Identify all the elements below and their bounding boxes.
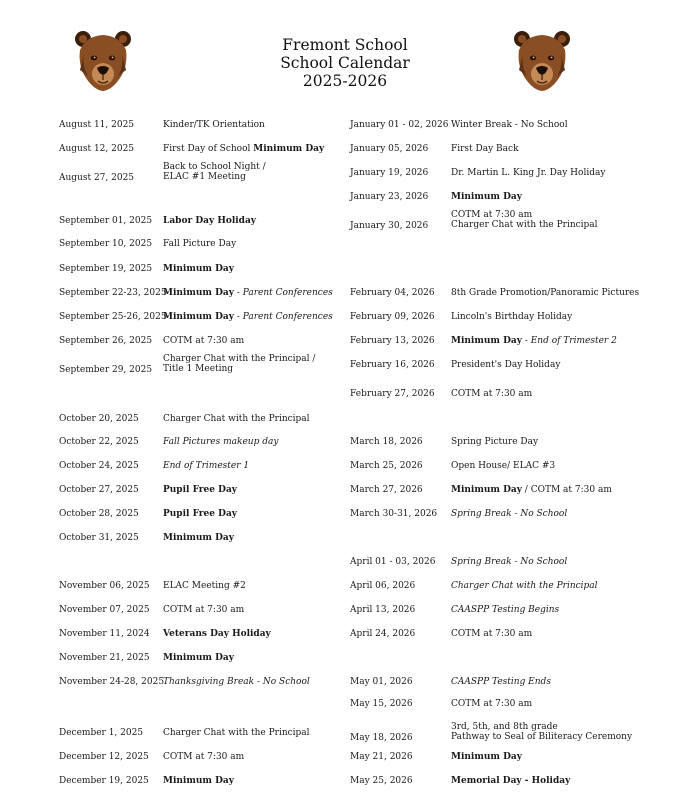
event-text: Labor Day Holiday <box>163 216 257 226</box>
event-text: Minimum Day <box>163 312 234 322</box>
event-date: February 09, 2026 <box>350 312 435 322</box>
event-line: ELAC #1 Meeting <box>163 172 246 182</box>
event-description <box>451 192 522 202</box>
event-date: April 01 - 03, 2026 <box>350 557 436 567</box>
event-line: Title 1 Meeting <box>163 364 234 374</box>
event-date: September 25-26, 2025 <box>59 312 167 322</box>
event-description <box>451 461 555 471</box>
event-text: Charger Chat with the Principal <box>163 414 310 424</box>
event-description <box>451 288 639 298</box>
event-date: May 01, 2026 <box>350 677 413 687</box>
event-text: Spring Picture Day <box>451 437 539 447</box>
event-description <box>451 168 605 178</box>
event-date: January 30, 2026 <box>350 221 429 231</box>
event-text: COTM at 7:30 am <box>451 629 533 639</box>
event-text: - Parent Conferences <box>233 312 333 322</box>
event-date: September 19, 2025 <box>59 264 153 274</box>
event-date: August 27, 2025 <box>59 173 135 183</box>
event-date: April 13, 2026 <box>350 605 416 615</box>
event-text: Pupil Free Day <box>163 509 237 519</box>
event-date: December 1, 2025 <box>59 728 144 738</box>
event-text: Kinder/TK Orientation <box>163 120 265 130</box>
event-description <box>451 629 532 639</box>
event-date: December 12, 2025 <box>59 752 149 762</box>
event-date: May 18, 2026 <box>350 733 413 743</box>
event-text: Spring Break - No School <box>451 557 568 567</box>
event-text: First Day of School <box>163 144 254 154</box>
calendar-title: School Calendar <box>280 54 410 72</box>
event-text: Minimum Day <box>451 485 522 495</box>
event-text: President's Day Holiday <box>451 360 561 370</box>
event-date: September 22-23, 2025 <box>59 288 167 298</box>
event-text: Dr. Martin L. King Jr. Day Holiday <box>451 168 606 178</box>
event-date: September 10, 2025 <box>59 239 153 249</box>
event-description <box>451 336 617 346</box>
event-text: First Day Back <box>451 144 519 154</box>
event-date: March 27, 2026 <box>350 485 423 495</box>
event-description <box>451 557 567 567</box>
event-text: Charger Chat with the Principal <box>163 728 310 738</box>
event-date: September 01, 2025 <box>59 216 153 226</box>
event-date: November 11, 2024 <box>59 629 150 639</box>
event-line: Pathway to Seal of Biliteracy Ceremony <box>451 732 633 742</box>
event-date: May 21, 2026 <box>350 752 413 762</box>
event-date: February 27, 2026 <box>350 389 435 399</box>
event-text: 8th Grade Promotion/Panoramic Pictures <box>451 288 640 298</box>
event-date: April 06, 2026 <box>350 581 416 591</box>
event-description <box>451 210 598 230</box>
event-date: November 24-28, 2025 <box>59 677 165 687</box>
event-description <box>451 312 572 322</box>
event-text: Minimum Day <box>451 336 522 346</box>
event-line: 3rd, 5th, and 8th grade <box>451 722 558 732</box>
event-date: November 21, 2025 <box>59 653 150 663</box>
event-text: Minimum Day <box>163 653 234 663</box>
event-description <box>451 360 560 370</box>
event-text: COTM at 7:30 am <box>451 699 533 709</box>
event-text: Pupil Free Day <box>163 485 237 495</box>
event-description <box>451 509 567 519</box>
event-description <box>451 722 632 742</box>
event-text: End of Trimester 1 <box>163 461 250 471</box>
event-text: - End of Trimester 2 <box>521 336 617 346</box>
event-line: Back to School Night / <box>163 162 266 172</box>
event-text: Lincoln's Birthday Holiday <box>451 312 573 322</box>
event-text: Veterans Day Holiday <box>163 629 271 639</box>
event-text: COTM at 7:30 am <box>163 752 245 762</box>
event-date: October 31, 2025 <box>59 533 139 543</box>
event-date: September 26, 2025 <box>59 336 153 346</box>
event-text: Minimum Day <box>163 776 234 786</box>
event-date: October 22, 2025 <box>59 437 139 447</box>
event-description <box>451 485 612 495</box>
event-date: January 01 - 02, 2026 <box>350 120 449 130</box>
event-text: Minimum Day <box>163 533 234 543</box>
event-date: February 04, 2026 <box>350 288 435 298</box>
event-date: December 19, 2025 <box>59 776 149 786</box>
event-date: April 24, 2026 <box>350 629 416 639</box>
event-date: January 23, 2026 <box>350 192 429 202</box>
event-text: Memorial Day - Holiday <box>451 776 571 786</box>
event-date: October 28, 2025 <box>59 509 139 519</box>
event-text: COTM at 7:30 am <box>163 605 245 615</box>
event-text: Minimum Day <box>163 264 234 274</box>
event-text: Charger Chat with the Principal <box>451 581 598 591</box>
event-date: August 12, 2025 <box>59 144 135 154</box>
event-description <box>451 752 522 762</box>
event-date: May 15, 2026 <box>350 699 413 709</box>
event-date: March 25, 2026 <box>350 461 423 471</box>
event-date: February 13, 2026 <box>350 336 435 346</box>
event-date: November 07, 2025 <box>59 605 150 615</box>
event-date: October 24, 2025 <box>59 461 139 471</box>
event-date: August 11, 2025 <box>59 120 135 130</box>
event-text: CAASPP Testing Begins <box>451 605 560 615</box>
event-date: January 19, 2026 <box>350 168 429 178</box>
event-date: March 30-31, 2026 <box>350 509 438 519</box>
event-text: Minimum Day <box>163 288 234 298</box>
event-text: - Parent Conferences <box>233 288 333 298</box>
event-text: Thanksgiving Break - No School <box>163 677 310 687</box>
event-description <box>451 776 570 786</box>
event-text: ELAC Meeting #2 <box>163 581 246 591</box>
event-date: May 25, 2026 <box>350 776 413 786</box>
event-date: November 06, 2025 <box>59 581 150 591</box>
event-line: Charger Chat with the Principal <box>451 220 598 230</box>
event-text: Minimum Day <box>451 192 522 202</box>
event-text: Minimum Day <box>253 144 325 154</box>
event-text: Fall Picture Day <box>163 239 237 249</box>
school-name: Fremont School <box>282 36 408 54</box>
event-description <box>451 677 551 687</box>
event-text: Minimum Day <box>451 752 522 762</box>
event-text: CAASPP Testing Ends <box>451 677 551 687</box>
event-line: COTM at 7:30 am <box>451 210 533 220</box>
event-date: March 18, 2026 <box>350 437 423 447</box>
event-description <box>451 120 568 130</box>
event-description <box>451 389 532 399</box>
event-text: Fall Pictures makeup day <box>163 437 279 447</box>
event-date: February 16, 2026 <box>350 360 435 370</box>
event-text: Spring Break - No School <box>451 509 568 519</box>
event-date: October 20, 2025 <box>59 414 139 424</box>
event-text: / COTM at 7:30 am <box>521 485 612 495</box>
event-description <box>451 437 538 447</box>
event-text: COTM at 7:30 am <box>451 389 533 399</box>
event-description <box>451 699 532 709</box>
event-date: September 29, 2025 <box>59 365 153 375</box>
event-text: Open House/ ELAC #3 <box>451 461 556 471</box>
event-date: January 05, 2026 <box>350 144 429 154</box>
event-description <box>451 581 598 591</box>
event-description <box>451 144 519 154</box>
event-line: Charger Chat with the Principal / <box>163 354 316 364</box>
event-text: Winter Break - No School <box>451 120 568 130</box>
event-description <box>451 605 559 615</box>
school-year: 2025-2026 <box>302 72 388 90</box>
event-date: October 27, 2025 <box>59 485 139 495</box>
event-text: COTM at 7:30 am <box>163 336 245 346</box>
